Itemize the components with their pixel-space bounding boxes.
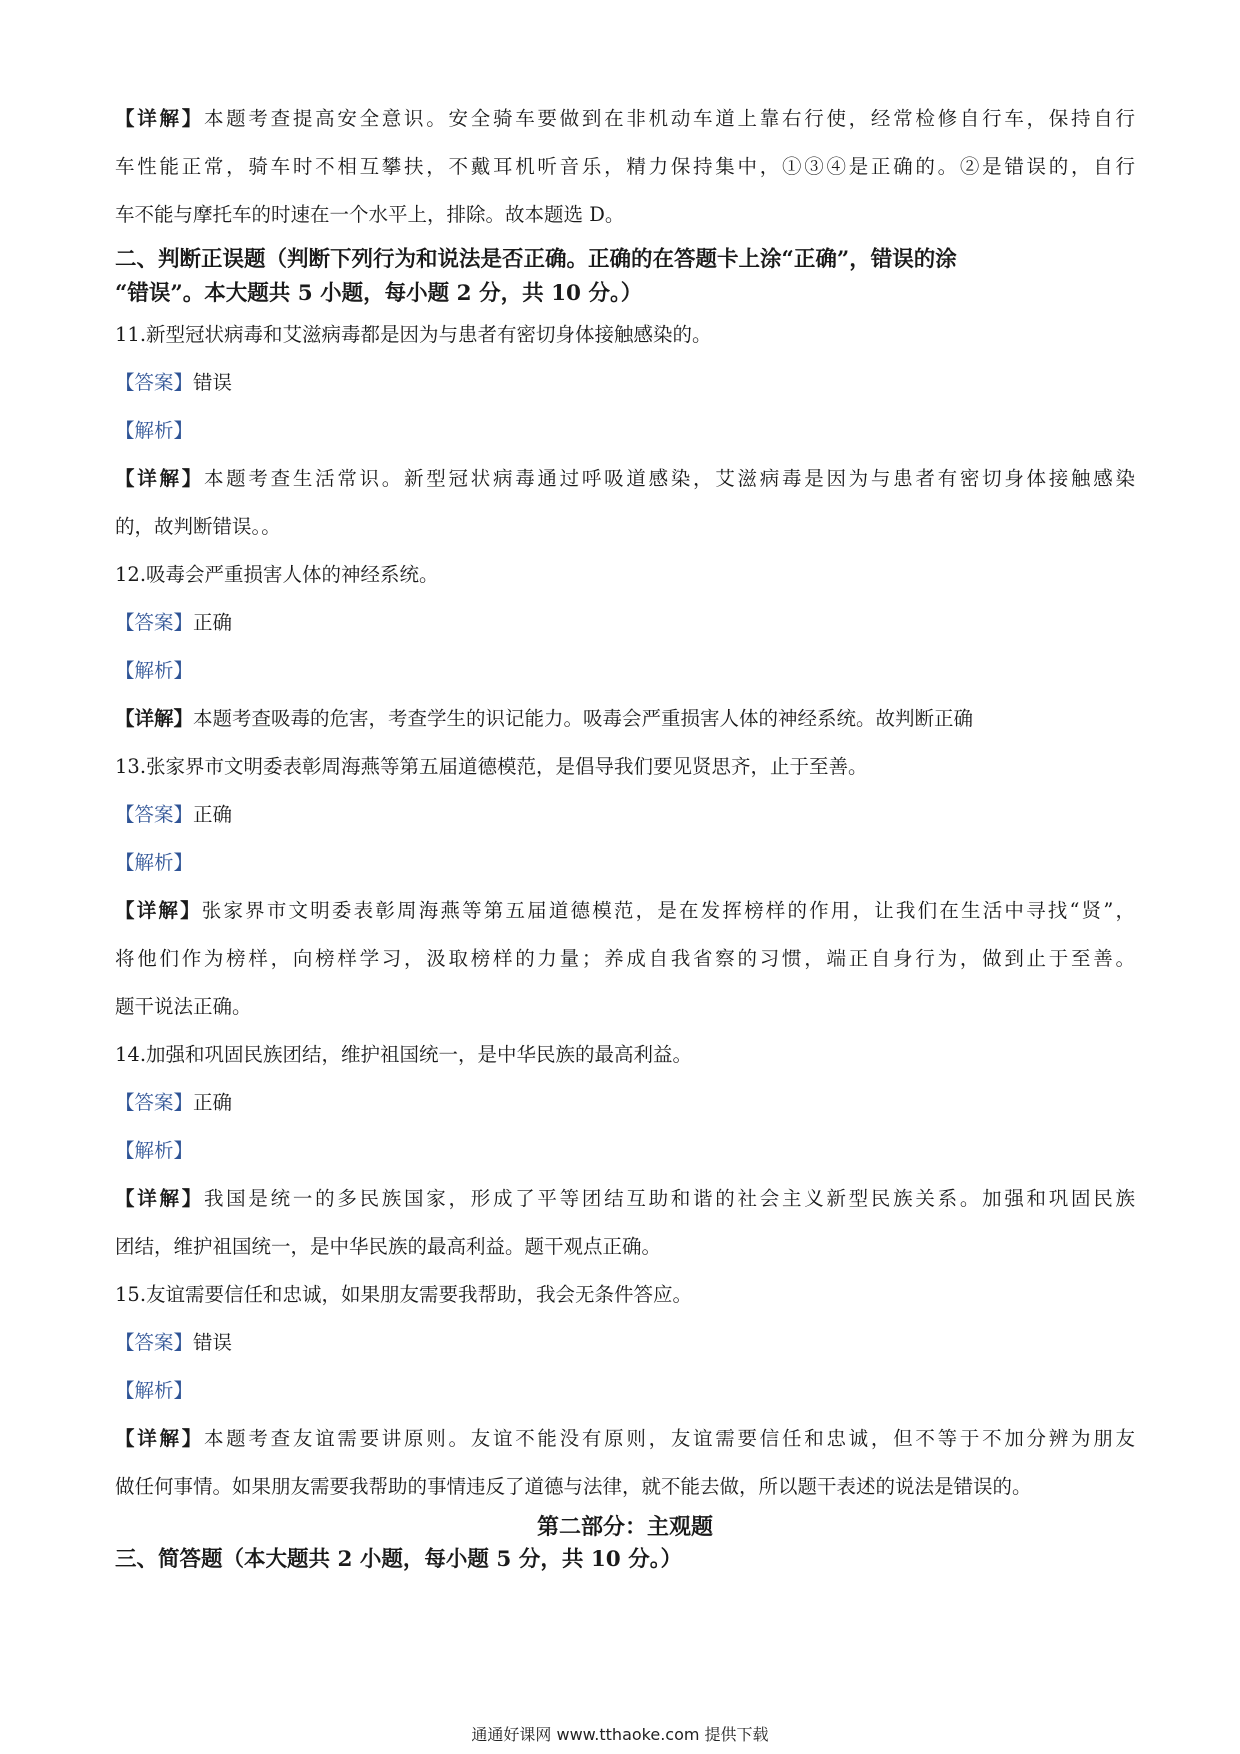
detail-line: 车性能正常，骑车时不相互攀扶，不戴耳机听音乐，精力保持集中，①③④是正确的。②是错误的，自行	[115, 155, 1135, 178]
answer-value: 正确	[193, 611, 233, 634]
detail-tag: 【详解】	[115, 1187, 204, 1210]
answer-row	[115, 1079, 1135, 1127]
detail-tag: 【详解】	[115, 1427, 204, 1450]
detail-line: 将他们作为榜样，向榜样学习，汲取榜样的力量；养成自我省察的习惯，端正自身行为，做到止于至善。	[115, 947, 1135, 970]
analysis-row	[115, 1367, 1135, 1415]
section-heading-3: 三、简答题（本大题共 2 小题，每小题 5 分，共 10 分。）	[115, 1547, 683, 1572]
detail-tag: 【详解】	[115, 467, 204, 490]
answer-row	[115, 599, 1135, 647]
answer-row	[115, 1319, 1135, 1367]
answer-value: 错误	[193, 371, 233, 394]
answer-tag: 【答案】	[115, 1091, 194, 1114]
question-13	[115, 743, 1135, 1031]
question-stem: 15.友谊需要信任和忠诚，如果朋友需要我帮助，我会无条件答应。	[115, 1283, 693, 1306]
question-11	[115, 311, 1135, 551]
document-page	[115, 95, 1135, 1577]
answer-value: 错误	[193, 1331, 233, 1354]
analysis-tag: 【解析】	[115, 659, 194, 682]
answer-tag: 【答案】	[115, 371, 194, 394]
answer-tag: 【答案】	[115, 803, 194, 826]
answer-tag: 【答案】	[115, 611, 194, 634]
answer-row	[115, 791, 1135, 839]
answer-row	[115, 359, 1135, 407]
detail-line: 做任何事情。如果朋友需要我帮助的事情违反了道德与法律，就不能去做，所以题干表述的说法是错误的。	[115, 1475, 1032, 1498]
detail-line: 【详解】本题考查吸毒的危害，考查学生的识记能力。吸毒会严重损害人体的神经系统。故判断正确	[115, 707, 974, 730]
question-stem: 12.吸毒会严重损害人体的神经系统。	[115, 563, 439, 586]
answer-tag: 【答案】	[115, 1331, 194, 1354]
section-heading-2-cont: “错误”。本大题共 5 小题，每小题 2 分，共 10 分。）	[115, 281, 643, 306]
question-12	[115, 551, 1135, 743]
detail-line: 题干说法正确。	[115, 995, 252, 1018]
analysis-row	[115, 839, 1135, 887]
detail-line: 【详解】我国是统一的多民族国家，形成了平等团结互助和谐的社会主义新型民族关系。加强和巩固民族	[115, 1187, 1135, 1210]
analysis-tag: 【解析】	[115, 1139, 194, 1162]
answer-value: 正确	[193, 803, 233, 826]
detail-line: 【详解】本题考查提高安全意识。安全骑车要做到在非机动车道上靠右行使，经常检修自行车，保持自行	[115, 107, 1135, 130]
answer-value: 正确	[193, 1091, 233, 1114]
analysis-row	[115, 1127, 1135, 1175]
analysis-tag: 【解析】	[115, 1379, 194, 1402]
analysis-row	[115, 647, 1135, 695]
prev-detail	[115, 95, 1135, 239]
question-14	[115, 1031, 1135, 1271]
analysis-row	[115, 407, 1135, 455]
question-15	[115, 1271, 1135, 1511]
part-title: 第二部分：主观题	[536, 1514, 713, 1540]
analysis-tag: 【解析】	[115, 419, 194, 442]
detail-tag: 【详解】	[115, 707, 194, 730]
question-stem: 13.张家界市文明委表彰周海燕等第五届道德模范，是倡导我们要见贤思齐，止于至善。	[115, 755, 868, 778]
page-footer: 通通好课网 www.tthaoke.com 提供下载	[471, 1725, 769, 1744]
detail-line: 【详解】本题考查生活常识。新型冠状病毒通过呼吸道感染，艾滋病毒是因为与患者有密切身体接触感染	[115, 467, 1135, 490]
detail-line: 的，故判断错误。。	[115, 515, 281, 538]
question-stem: 11.新型冠状病毒和艾滋病毒都是因为与患者有密切身体接触感染的。	[115, 323, 712, 346]
question-stem: 14.加强和巩固民族团结，维护祖国统一，是中华民族的最高利益。	[115, 1043, 693, 1066]
detail-tag: 【详解】	[115, 899, 202, 922]
detail-line: 【详解】本题考查友谊需要讲原则。友谊不能没有原则，友谊需要信任和忠诚，但不等于不加分辨为朋友	[115, 1427, 1135, 1450]
analysis-tag: 【解析】	[115, 851, 194, 874]
detail-line: 团结，维护祖国统一，是中华民族的最高利益。题干观点正确。	[115, 1235, 662, 1258]
section-heading-2: 二、判断正误题（判断下列行为和说法是否正确。正确的在答题卡上涂“正确”，错误的涂	[115, 247, 957, 272]
detail-line: 车不能与摩托车的时速在一个水平上，排除。故本题选 D。	[115, 203, 625, 226]
detail-tag: 【详解】	[115, 107, 204, 130]
detail-line: 【详解】张家界市文明委表彰周海燕等第五届道德模范，是在发挥榜样的作用，让我们在生活中寻找“贤”，	[115, 899, 1135, 922]
